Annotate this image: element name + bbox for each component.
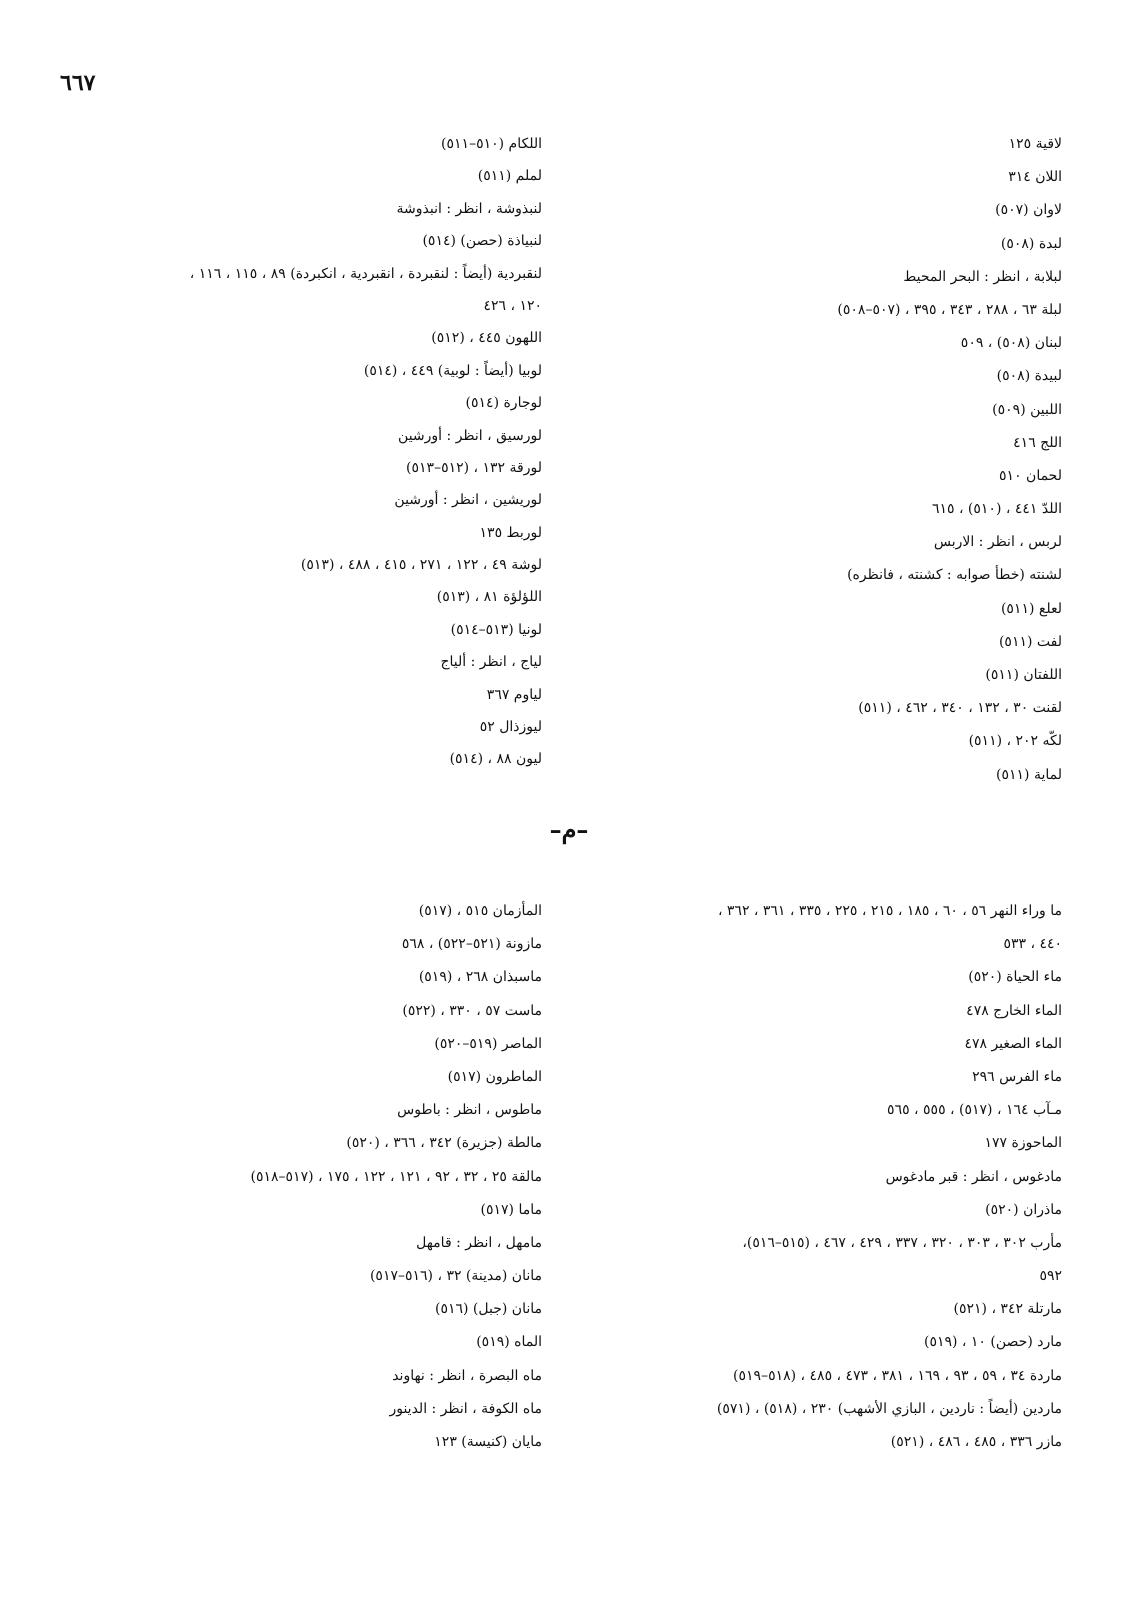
index-entry: الماء الصغير ٤٧٨ [964,1035,1062,1052]
index-entry: لشنته (خطأ صوابه : كشنته ، فانظره) [847,567,1062,584]
index-entry: اللج ٤١٦ [1013,434,1062,451]
index-entry: المأزمان ٥١٥ ، (٥١٧) [418,903,542,919]
index-entry: ماطوس ، انظر : باطوس [397,1102,542,1119]
index-entry: ما وراء النهر ٥٦ ، ٦٠ ، ١٨٥ ، ٢١٥ ، ٢٢٥ ، ٣٣٥ ، ٣٦١ ، ٣٦٢ ، [717,903,1062,919]
mim-left-column [22,895,542,1459]
lam-left-column [42,128,542,776]
section-divider: –م– [549,815,589,844]
index-entry: لوبيا (أيضاً : لوبية) ٤٤٩ ، (٥١٤) [363,362,542,379]
index-entry: ليوزذال ٥٢ [479,719,542,736]
index-entry: مأرب ٣٠٢ ، ٣٠٣ ، ٣٢٠ ، ٣٣٧ ، ٤٢٩ ، ٤٦٧ ، (٥١٥–٥١٦)، [742,1234,1062,1251]
index-entry: مازونة (٥٢١–٥٢٢) ، ٥٦٨ [401,936,542,953]
index-entry: اللبين (٥٠٩) [992,401,1062,418]
index-entry: مانان (مدينة) ٣٢ ، (٥١٦–٥١٧) [369,1268,542,1285]
index-entry: مادغوس ، انظر : قبر مادغوس [885,1168,1062,1185]
index-entry: مالقة ٢٥ ، ٣٢ ، ٩٢ ، ١٢١ ، ١٢٢ ، ١٧٥ ، (٥١٧–٥١٨) [250,1168,542,1185]
index-entry: اللان ٣١٤ [1008,169,1062,186]
mim-right-column [522,895,1062,1459]
index-entry: لملم (٥١١) [477,168,542,185]
index-entry: لورسيق ، انظر : أورشين [398,427,542,444]
index-entry: اللؤلؤة ٨١ ، (٥١٣) [436,589,542,606]
index-entry: ماما (٥١٧) [480,1201,542,1218]
index-entry: لبلابة ، انظر : البحر المحيط [903,268,1062,285]
index-entry: لونيا (٥١٣–٥١٤) [450,621,542,638]
index-entry: مازر ٣٣٦ ، ٤٨٥ ، ٤٨٦ ، (٥٢١) [890,1434,1062,1450]
index-entry: لياوم ٣٦٧ [486,686,542,703]
index-entry: ماسبذان ٢٦٨ ، (٥١٩) [418,969,542,986]
index-entry: ماردين (أيضاً : ناردين ، البازي الأشهب) ٢٣٠ ، (٥١٨) ، (٥٧١) [716,1400,1062,1417]
index-entry: ماء الحياة (٥٢٠) [968,969,1062,986]
index-entry: مارتلة ٣٤٢ ، (٥٢١) [953,1301,1062,1318]
index-entry: لاوان (٥٠٧) [995,202,1062,219]
index-entry: اللكام (٥١٠–٥١١) [441,136,542,152]
index-entry: ٥٩٢ [1039,1268,1062,1285]
index-entry: لورقة ١٣٢ ، (٥١٢–٥١٣) [406,459,542,476]
index-entry: اللدّ ٤٤١ ، (٥١٠) ، ٦١٥ [931,501,1062,518]
index-entry: ماذران (٥٢٠) [985,1201,1062,1218]
index-entry: لبدة (٥٠٨) [1000,235,1062,252]
index-entry: لماية (٥١١) [996,766,1062,783]
page-number: ٦٦٧ [60,70,96,96]
index-entry: لنبذوشة ، انظر : انبذوشة [396,200,542,217]
index-entry: لبنان (٥٠٨) ، ٥٠٩ [960,335,1062,352]
index-entry: لوريشين ، انظر : أورشين [394,492,542,509]
index-entry: مامهل ، انظر : قامهل [416,1234,542,1251]
index-entry: مـآب ١٦٤ ، (٥١٧) ، ٥٥٥ ، ٥٦٥ [887,1102,1062,1119]
index-entry: لبلة ٦٣ ، ٢٨٨ ، ٣٤٣ ، ٣٩٥ ، (٥٠٧–٥٠٨) [837,301,1062,318]
index-entry: لبيدة (٥٠٨) [996,368,1062,385]
index-entry: الماحوزة ١٧٧ [984,1135,1062,1152]
index-entry: مايان (كنيسة) ١٢٣ [434,1434,542,1450]
index-entry: لوجارة (٥١٤) [465,395,542,412]
index-entry: مارد (حصن) ١٠ ، (٥١٩) [923,1334,1062,1351]
index-entry: ماست ٥٧ ، ٣٣٠ ، (٥٢٢) [402,1002,542,1019]
index-entry: اللهون ٤٤٥ ، (٥١٢) [431,330,542,347]
index-entry: الماه (٥١٩) [476,1334,542,1351]
index-entry: ماه البصرة ، انظر : نهاوند [392,1367,542,1384]
index-entry: لياج ، انظر : ألياج [440,654,542,671]
index-entry: لوشة ٤٩ ، ١٢٢ ، ٢٧١ ، ٤١٥ ، ٤٨٨ ، (٥١٣) [300,557,542,574]
index-entry: لوربط ١٣٥ [479,524,542,541]
index-entry: لكّه ٢٠٢ ، (٥١١) [968,733,1062,750]
index-entry: لاقية ١٢٥ [1008,136,1062,152]
index-entry: لحمان ٥١٠ [999,467,1062,484]
index-entry: الماصر (٥١٩–٥٢٠) [434,1035,542,1052]
index-entry: ١٢٠ ، ٤٢٦ [483,297,542,314]
index-entry: اللفتان (٥١١) [985,667,1062,683]
index-entry: ليون ٨٨ ، (٥١٤) [449,751,542,768]
index-entry: لنبياذة (حصن) (٥١٤) [422,233,542,250]
index-entry: ٤٤٠ ، ٥٣٣ [1003,936,1062,953]
index-entry: لقنت ٣٠ ، ١٣٢ ، ٣٤٠ ، ٤٦٢ ، (٥١١) [858,700,1062,717]
index-entry: ماء الفرس ٢٩٦ [972,1068,1062,1085]
index-entry: الماء الخارج ٤٧٨ [966,1002,1062,1019]
index-entry: مالطة (جزيرة) ٣٤٢ ، ٣٦٦ ، (٥٢٠) [346,1135,542,1152]
index-entry: ماه الكوفة ، انظر : الدينور [389,1400,542,1417]
lam-right-column [592,128,1062,792]
index-entry: لنقبردية (أيضاً : لنقبردة ، انقبردية ، انكبردة) ٨٩ ، ١١٥ ، ١١٦ ، [189,265,542,282]
index-entry: لفت (٥١١) [998,633,1062,650]
index-entry: لعلع (٥١١) [1000,600,1062,617]
index-entry: الماطرون (٥١٧) [447,1068,542,1085]
index-entry: مانان (جبل) (٥١٦) [434,1301,542,1318]
index-entry: لربس ، انظر : الاربس [933,534,1062,551]
index-entry: ماردة ٣٤ ، ٥٩ ، ٩٣ ، ١٦٩ ، ٣٨١ ، ٤٧٣ ، ٤٨٥ ، (٥١٨–٥١٩) [733,1367,1062,1384]
